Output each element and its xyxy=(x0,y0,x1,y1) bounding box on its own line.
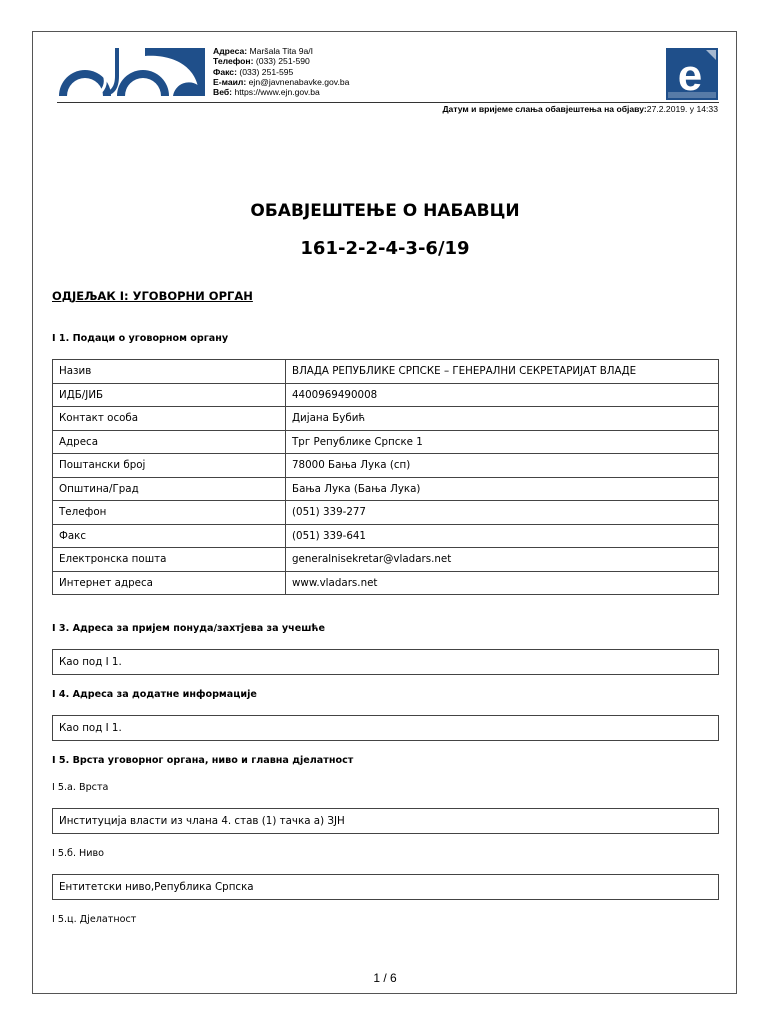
row-key: Поштански број xyxy=(53,454,286,478)
row-key: Општина/Град xyxy=(53,477,286,501)
field-label: I 5.а. Врста xyxy=(52,782,109,793)
row-key: Назив xyxy=(53,360,286,384)
table-row xyxy=(53,454,719,478)
authority-level-box: Ентитетски ниво,Република Српска xyxy=(52,874,719,900)
svg-text:e: e xyxy=(677,51,703,100)
document-title: ОБАВЈЕШТЕЊЕ О НАБАВЦИ xyxy=(250,201,520,221)
row-value: 78000 Бања Лука (сп) xyxy=(286,454,719,478)
table-row xyxy=(53,407,719,431)
authority-type-box: Институција власти из члана 4. став (1) тачка а) ЗЈН xyxy=(52,808,719,834)
subsection-heading: I 4. Адреса за додатне информације xyxy=(52,689,257,700)
row-value: Трг Републике Српске 1 xyxy=(286,430,719,454)
row-value: www.vladars.net xyxy=(286,571,719,595)
e-logo-icon xyxy=(666,48,718,100)
table-row xyxy=(53,360,719,384)
row-key: Адреса xyxy=(53,430,286,454)
contact-web: Веб: https://www.ejn.gov.ba xyxy=(213,87,320,98)
row-key: Контакт особа xyxy=(53,407,286,431)
contact-block xyxy=(213,46,349,97)
row-value: (051) 339-641 xyxy=(286,524,719,548)
row-value: generalnisekretar@vladars.net xyxy=(286,548,719,572)
ejn-logo xyxy=(57,46,205,98)
info-address-box: Као под I 1. xyxy=(52,715,719,741)
table-row xyxy=(53,477,719,501)
row-value: (051) 339-277 xyxy=(286,501,719,525)
authority-table xyxy=(52,359,719,595)
contact-fax: Факс: (033) 251-595 xyxy=(213,66,294,77)
page-number: 1 / 6 xyxy=(373,971,397,985)
contact-email: E-маил: ejn@javnenabavke.gov.ba xyxy=(213,76,350,87)
subsection-heading: I 3. Адреса за пријем понуда/захтјева за учешће xyxy=(52,623,325,634)
field-label: I 5.ц. Дјелатност xyxy=(52,914,137,925)
header-divider xyxy=(57,102,719,103)
row-key: Интернет адреса xyxy=(53,571,286,595)
table-row xyxy=(53,571,719,595)
contact-phone: Телефон: (033) 251-590 xyxy=(213,56,310,67)
section-heading: ОДЈЕЉАК I: УГОВОРНИ ОРГАН xyxy=(52,289,253,303)
row-value: 4400969490008 xyxy=(286,383,719,407)
table-row xyxy=(53,501,719,525)
contact-address: Адреса: Maršala Tita 9a/I xyxy=(213,46,314,56)
row-value: Дијана Бубић xyxy=(286,407,719,431)
subsection-heading: I 5. Врста уговорног органа, ниво и главна дјелатност xyxy=(52,755,354,766)
offer-address-box: Као под I 1. xyxy=(52,649,719,675)
row-key: Факс xyxy=(53,524,286,548)
row-value: Бања Лука (Бања Лука) xyxy=(286,477,719,501)
table-row xyxy=(53,430,719,454)
row-key: ИДБ/ЈИБ xyxy=(53,383,286,407)
table-row xyxy=(53,383,719,407)
row-key: Електронска пошта xyxy=(53,548,286,572)
table-row xyxy=(53,524,719,548)
document-number: 161-2-2-4-3-6/19 xyxy=(300,238,470,259)
table-row xyxy=(53,548,719,572)
row-key: Телефон xyxy=(53,501,286,525)
subsection-heading: I 1. Подаци о уговорном органу xyxy=(52,333,229,344)
submission-datetime: Датум и вријеме слања обавјештења на објаву:27.2.2019. у 14:33 xyxy=(442,104,718,114)
row-value: ВЛАДА РЕПУБЛИКЕ СРПСКЕ – ГЕНЕРАЛНИ СЕКРЕТАРИЈАТ ВЛАДЕ xyxy=(286,360,719,384)
field-label: I 5.б. Ниво xyxy=(52,848,105,859)
